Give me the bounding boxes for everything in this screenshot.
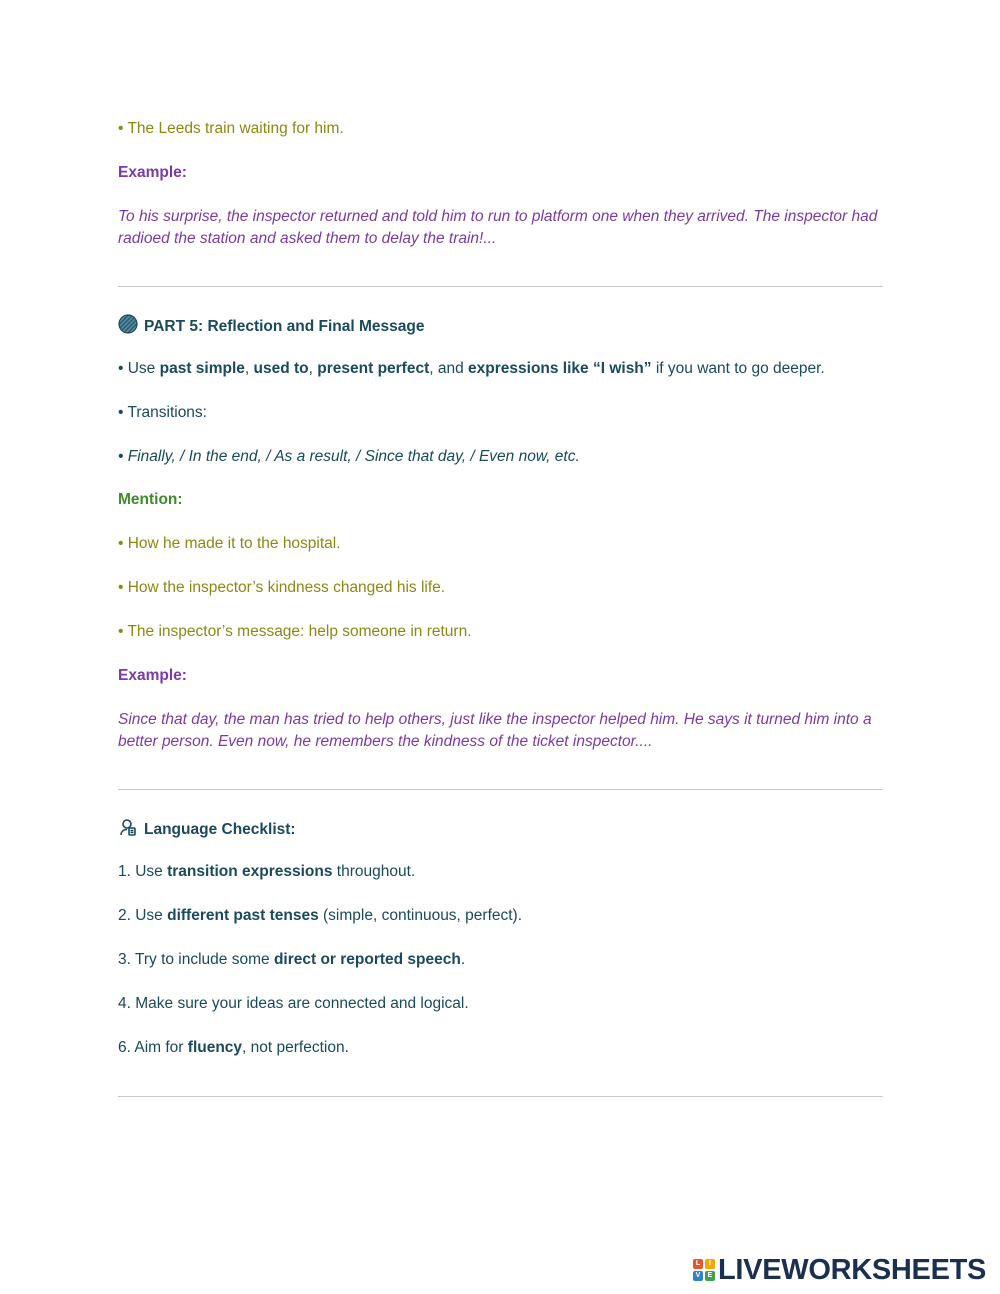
logo-mark-letter: E — [705, 1271, 715, 1281]
divider — [118, 286, 883, 287]
text: , — [308, 360, 318, 377]
text: 3. Try to include some — [118, 951, 274, 968]
example-label: Example: — [118, 667, 187, 684]
bold-text: used to — [253, 360, 309, 377]
text: , — [244, 360, 254, 377]
text: , and — [429, 360, 469, 377]
checklist-item-4: 4. Make sure your ideas are connected and logical. — [118, 995, 469, 1012]
mention-item: • How the inspector’s kindness changed his life. — [118, 579, 446, 596]
text: • Use — [118, 360, 160, 377]
logo-mark-letter: L — [693, 1259, 703, 1269]
example-text: To his surprise, the inspector returned and told him to run to platform one when they arrived. The inspector had radioed the station and asked them to delay the train!... — [118, 208, 878, 247]
logo-text: LIVEWORKSHEETS — [718, 1254, 987, 1286]
text: if you want to go deeper. — [651, 360, 825, 377]
text: 1. Use — [118, 863, 168, 880]
striped-circle-icon — [118, 314, 138, 340]
checklist-item-1 — [118, 861, 415, 882]
text: (simple, continuous, perfect). — [318, 907, 523, 924]
mention-label: Mention: — [118, 491, 183, 508]
checklist-item-2 — [118, 905, 522, 926]
bold-text: transition expressions — [167, 863, 333, 880]
text: , not perfection. — [242, 1039, 349, 1056]
logo-mark-letter: I — [705, 1259, 715, 1269]
mention-item: • The inspector’s message: help someone in return. — [118, 623, 472, 640]
example-label: Example: — [118, 164, 187, 181]
checklist-heading — [118, 817, 296, 843]
logo-mark-letter: V — [693, 1271, 703, 1281]
divider — [118, 789, 883, 790]
text: . — [460, 951, 466, 968]
example-text: Since that day, the man has tried to help others, just like the inspector helped him. He says it turned him into a better person. Even now, he remembers the kindness of the ticket inspector.... — [118, 711, 872, 750]
transitions-list: • Finally, / In the end, / As a result, / Since that day, / Even now, etc. — [118, 448, 580, 465]
bold-text: direct or reported speech — [273, 951, 461, 968]
bold-text: past simple — [159, 360, 245, 377]
transitions-label: • Transitions: — [118, 404, 207, 421]
part5-heading — [118, 314, 425, 340]
text: 2. Use — [118, 907, 168, 924]
checklist-item-3 — [118, 949, 465, 970]
text: 6. Aim for — [118, 1039, 188, 1056]
divider — [118, 1096, 883, 1097]
logo-mark-icon — [693, 1259, 715, 1281]
part5-heading-text: PART 5: Reflection and Final Message — [144, 318, 425, 336]
mention-item: • How he made it to the hospital. — [118, 535, 341, 552]
bold-text: different past tenses — [167, 907, 319, 924]
bold-text: present perfect — [317, 360, 430, 377]
bold-text: expressions like “I wish” — [468, 360, 652, 377]
bullet-leeds-train: • The Leeds train waiting for him. — [118, 120, 344, 137]
checklist-heading-text: Language Checklist: — [144, 821, 296, 839]
bold-text: fluency — [187, 1039, 243, 1056]
bullet-use-tenses — [118, 358, 825, 379]
checklist-item-6 — [118, 1037, 349, 1058]
person-reading-icon — [118, 817, 138, 843]
liveworksheets-logo[interactable] — [693, 1254, 986, 1286]
text: throughout. — [332, 863, 416, 880]
